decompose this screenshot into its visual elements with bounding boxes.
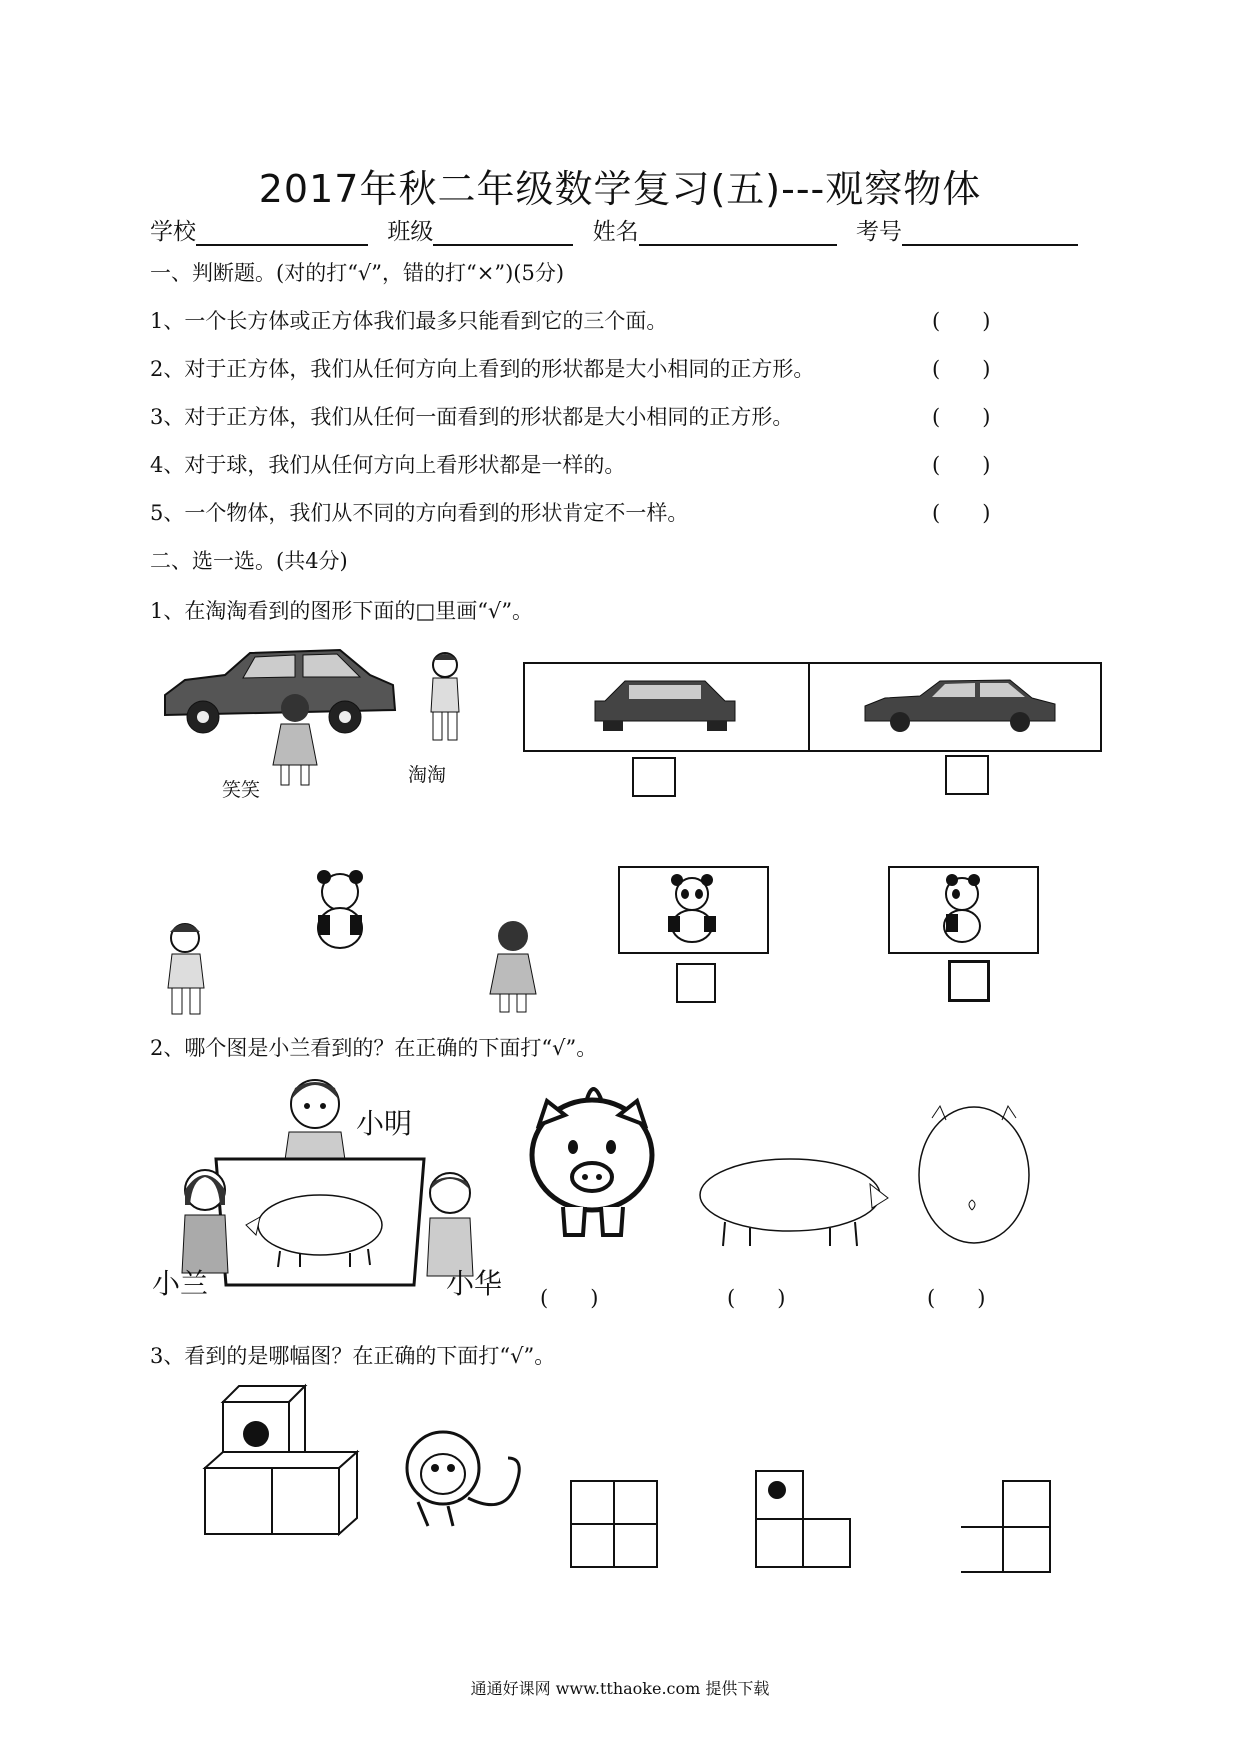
answer-paren-3[interactable]: ( ): [932, 405, 991, 429]
girl-xiaoxiao-illustration: [265, 690, 325, 790]
judge-item-2: 2、对于正方体，我们从任何方向上看到的形状都是大小相同的正方形。: [150, 357, 815, 381]
student-info-row: [150, 213, 1090, 246]
judge-item-3: 3、对于正方体，我们从任何一面看到的形状都是大小相同的正方形。: [150, 405, 794, 429]
answer-paren-5[interactable]: ( ): [932, 501, 991, 525]
checkbox-panda-front[interactable]: [676, 963, 716, 1003]
answer-paren-2[interactable]: ( ): [932, 357, 991, 381]
pig-side-view-option: [690, 1150, 890, 1250]
answer-paren-pig-front[interactable]: ( ): [540, 1286, 599, 1310]
pig-picture-board: [210, 1155, 430, 1290]
panda-side-view-option: [930, 874, 995, 946]
frame-divider: [808, 664, 810, 750]
car-side-view-option: [860, 676, 1060, 736]
school-field[interactable]: [196, 220, 368, 246]
view-option-l-shape-dot: [755, 1470, 855, 1570]
question-3: 3、看到的是哪幅图？在正确的下面打“√”。: [150, 1344, 556, 1368]
boy-illustration: [150, 920, 225, 1020]
section1-heading: 一、判断题。(对的打“√”，错的打“×”)(5分): [150, 261, 565, 285]
girl-illustration: [478, 918, 548, 1018]
answer-paren-1[interactable]: ( ): [932, 309, 991, 333]
panda-side-view-frame: [888, 866, 1039, 954]
exam-no-label: 考号: [855, 219, 902, 245]
pig-front-view-option: [525, 1085, 660, 1250]
boy-taotao-illustration: [415, 650, 475, 750]
view-option-2x2-grid: [570, 1480, 660, 1570]
answer-paren-pig-rear[interactable]: ( ): [927, 1286, 986, 1310]
monkey-illustration: [398, 1428, 533, 1528]
question-2: 2、哪个图是小兰看到的？在正确的下面打“√”。: [150, 1036, 598, 1060]
panda-illustration: [308, 870, 373, 955]
footer-credit: 通通好课网 www.tthaoke.com 提供下载: [470, 1679, 770, 1698]
panda-front-view-option: [660, 874, 725, 946]
panda-front-view-frame: [618, 866, 769, 954]
label-xiaoxiao: 笑笑: [222, 779, 261, 801]
checkbox-panda-side[interactable]: [948, 960, 990, 1002]
exam-no-field[interactable]: [902, 220, 1078, 246]
label-xiaolan: 小兰: [152, 1267, 209, 1300]
class-field[interactable]: [433, 220, 573, 246]
checkbox-car-rear[interactable]: [632, 757, 676, 797]
boy-xiaoming-illustration: [275, 1072, 355, 1160]
car-views-frame: [523, 662, 1102, 752]
school-label: 学校: [150, 219, 196, 245]
judge-item-1: 1、一个长方体或正方体我们最多只能看到它的三个面。: [150, 309, 668, 333]
name-field[interactable]: [639, 220, 837, 246]
label-xiaoming: 小明: [356, 1107, 413, 1140]
view-option-side-shape: [960, 1480, 1055, 1575]
girl-xiaolan-illustration: [180, 1165, 230, 1275]
name-label: 姓名: [592, 219, 639, 245]
label-taotao: 淘淘: [408, 764, 447, 786]
question-1: 1、在淘淘看到的图形下面的□里画“√”。: [150, 599, 534, 623]
class-label: 班级: [387, 219, 434, 245]
pig-rear-view-option: [912, 1100, 1037, 1250]
label-xiaohua: 小华: [446, 1267, 503, 1300]
cube-stack-illustration: [205, 1378, 395, 1558]
answer-paren-4[interactable]: ( ): [932, 453, 991, 477]
section2-heading: 二、选一选。(共4分): [150, 549, 348, 573]
checkbox-car-side[interactable]: [945, 755, 989, 795]
judge-item-5: 5、一个物体，我们从不同的方向看到的形状肯定不一样。: [150, 501, 689, 525]
answer-paren-pig-side[interactable]: ( ): [727, 1286, 786, 1310]
car-rear-view-option: [585, 676, 745, 736]
judge-item-4: 4、对于球，我们从任何方向上看形状都是一样的。: [150, 453, 626, 477]
page-title: 2017年秋二年级数学复习(五)---观察物体: [258, 167, 982, 211]
